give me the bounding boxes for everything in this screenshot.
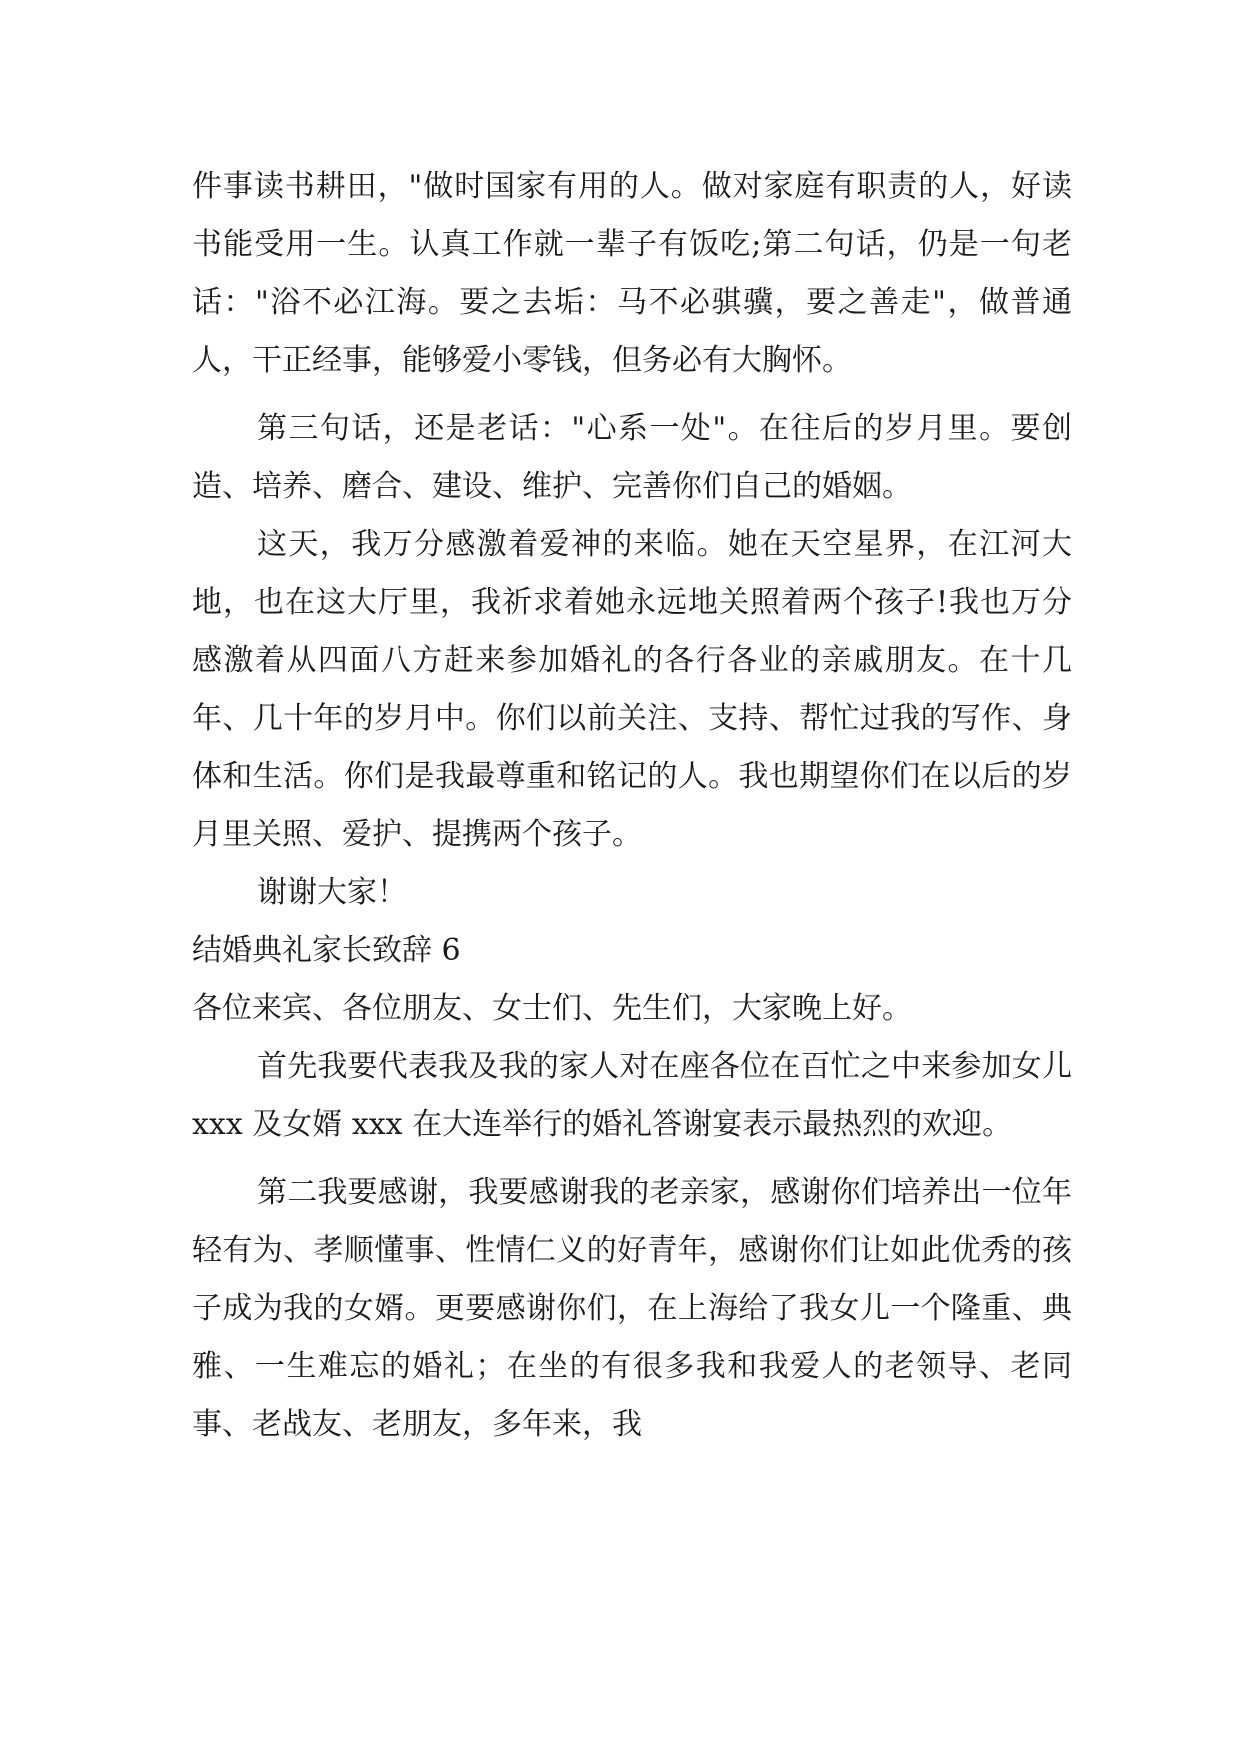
document-body (192, 158, 1072, 1454)
greeting-line: 各位来宾、各位朋友、女士们、先生们，大家晚上好。 (192, 991, 912, 1026)
paragraph-third-saying: 第三句话，还是老话："心系一处"。在往后的岁月里。要创造、培养、磨合、建设、维护、完善你们自己的婚姻。 (192, 411, 1072, 504)
paragraph-thanks-inlaws: 第二我要感谢，我要感谢我的老亲家，感谢你们培养出一位年轻有为、孝顺懂事、性情仁义的好青年，感谢你们让如此优秀的孩子成为我的女婿。更要感谢你们，在上海给了我女儿一个隆重、典雅、一生难忘的婚礼；在坐的有很多我和我爱人的老领导、老同事、老战友、老朋友，多年来，我 (192, 1175, 1072, 1442)
paragraph-gap (192, 1154, 1072, 1164)
paragraph-gratitude: 这天，我万分感激着爱神的来临。她在天空星界，在江河大地，也在这大厅里，我祈求着她永远地关照着两个孩子!我也万分感激着从四面八方赶来参加婚礼的各行各业的亲戚朋友。在十几年、几十年的岁月中。你们以前关注、支持、帮忙过我的写作、身体和生活。你们是我最尊重和铭记的人。我也期望你们在以后的岁月里关照、爱护、提携两个孩子。 (192, 527, 1072, 852)
paragraph-welcome: 首先我要代表我及我的家人对在座各位在百忙之中来参加女儿 xxx 及女婿 xxx 在大连举行的婚礼答谢宴表示最热烈的欢迎。 (192, 1049, 1072, 1142)
paragraph-continued: 件事读书耕田，"做时国家有用的人。做对家庭有职责的人，好读书能受用一生。认真工作就一辈子有饭吃;第二句话，仍是一句老话："浴不必江海。要之去垢：马不必骐骥，要之善走"，做普通人，干正经事，能够爱小零钱，但务必有大胸怀。 (192, 169, 1072, 378)
paragraph-thanks: 谢谢大家！ (257, 875, 407, 910)
section-title: 结婚典礼家长致辞 6 (192, 933, 461, 968)
paragraph-gap (192, 390, 1072, 400)
